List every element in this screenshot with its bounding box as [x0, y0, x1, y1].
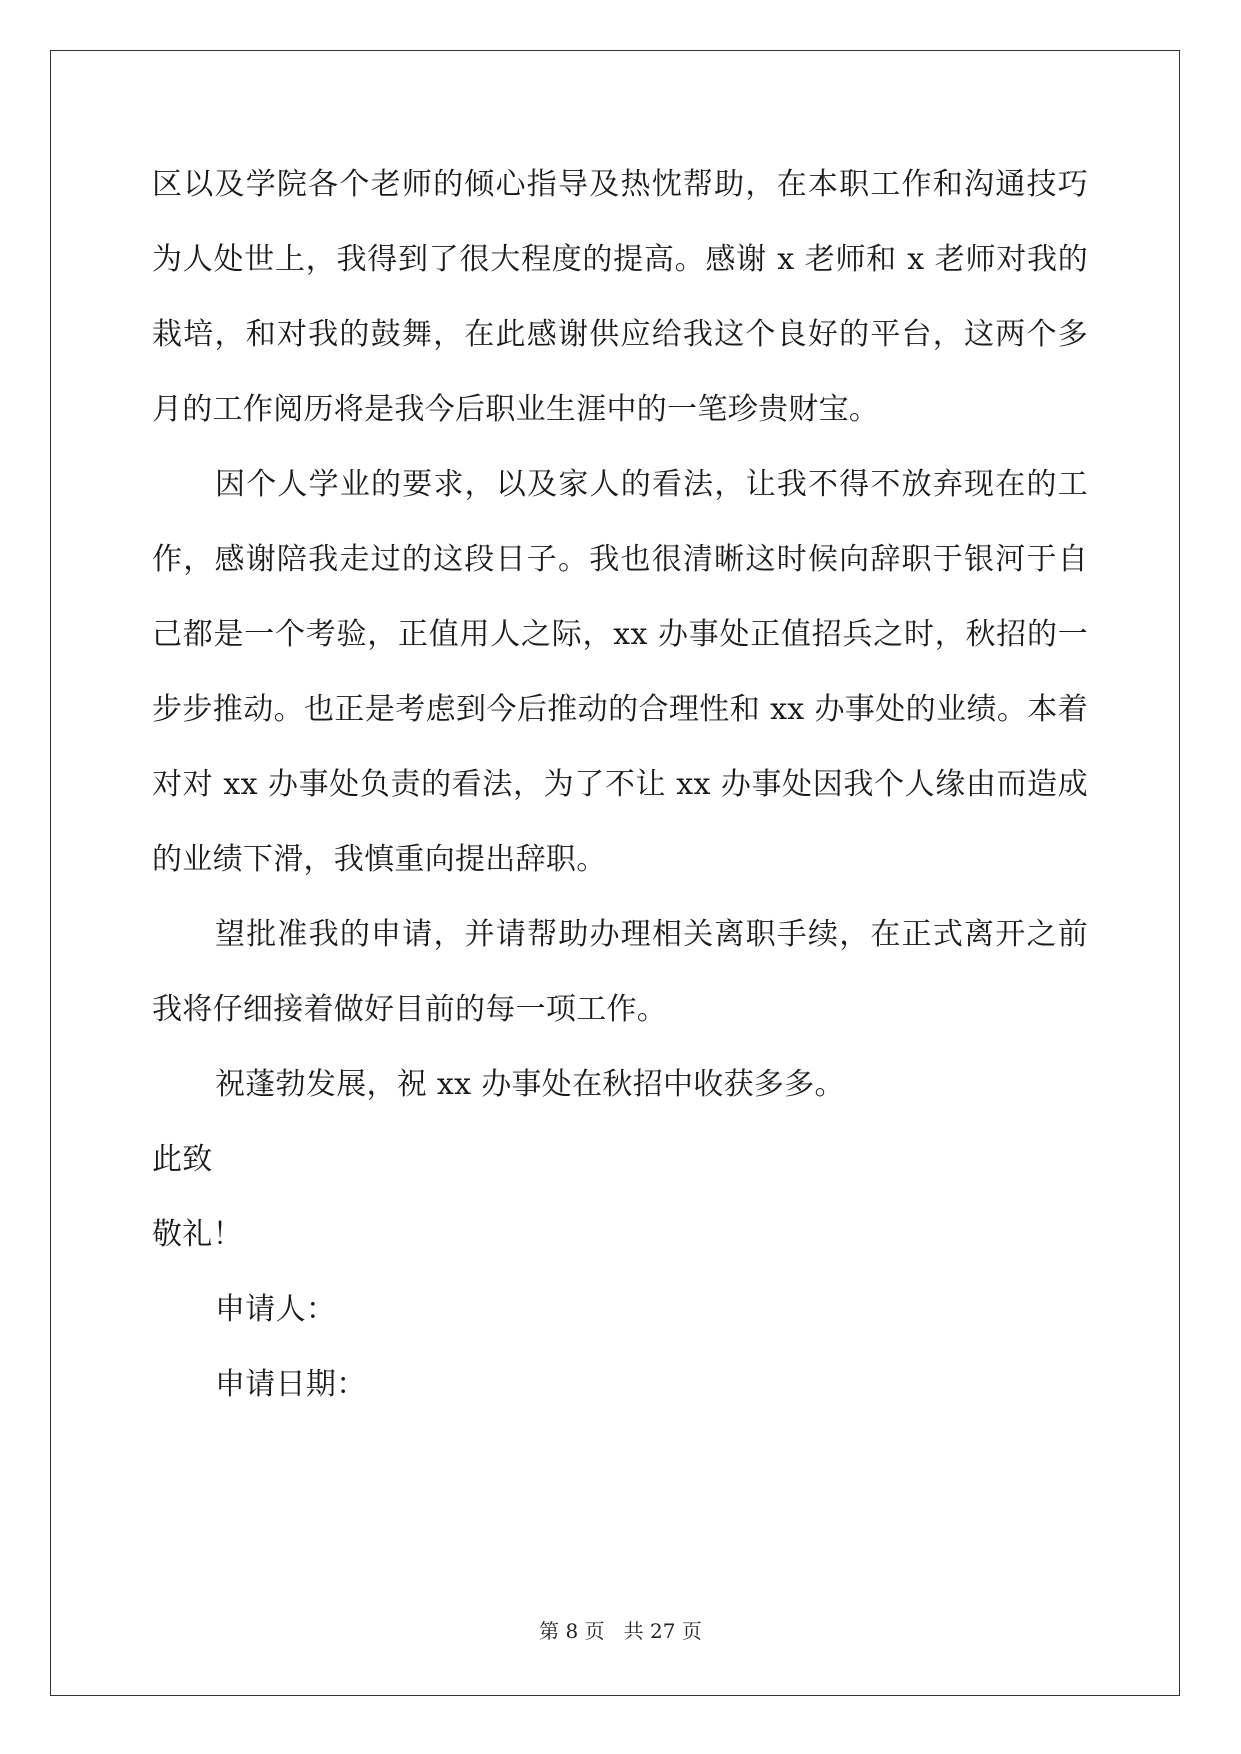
paragraph-line: 的业绩下滑，我慎重向提出辞职。 [152, 842, 607, 877]
paragraph-line: 己都是一个考验，正值用人之际，xx 办事处正值招兵之时，秋招的一 [152, 617, 1088, 652]
application-date-label: 申请日期： [215, 1367, 367, 1402]
closing-salutation: 此致 [152, 1142, 213, 1177]
closing-regards: 敬礼！ [152, 1217, 243, 1252]
paragraph-line: 作，感谢陪我走过的这段日子。我也很清晰这时候向辞职于银河于自 [152, 542, 1088, 577]
applicant-label: 申请人： [215, 1292, 337, 1327]
paragraph-line: 祝蓬勃发展，祝 xx 办事处在秋招中收获多多。 [215, 1067, 845, 1102]
paragraph-line: 为人处世上，我得到了很大程度的提高。感谢 x 老师和 x 老师对我的 [152, 242, 1088, 277]
paragraph-line: 区以及学院各个老师的倾心指导及热忱帮助，在本职工作和沟通技巧 [152, 167, 1088, 202]
paragraph-line: 我将仔细接着做好目前的每一项工作。 [152, 992, 668, 1027]
paragraph-line: 栽培，和对我的鼓舞，在此感谢供应给我这个良好的平台，这两个多 [152, 317, 1088, 352]
paragraph-line: 对对 xx 办事处负责的看法，为了不让 xx 办事处因我个人缘由而造成 [152, 767, 1088, 802]
paragraph-line: 因个人学业的要求，以及家人的看法，让我不得不放弃现在的工 [215, 467, 1088, 502]
paragraph-line: 望批准我的申请，并请帮助办理相关离职手续，在正式离开之前 [215, 917, 1088, 952]
paragraph-line: 步步推动。也正是考虑到今后推动的合理性和 xx 办事处的业绩。本着 [152, 692, 1088, 727]
page-number-footer: 第 8 页 共 27 页 [539, 1619, 702, 1643]
paragraph-line: 月的工作阅历将是我今后职业生涯中的一笔珍贵财宝。 [152, 392, 880, 427]
